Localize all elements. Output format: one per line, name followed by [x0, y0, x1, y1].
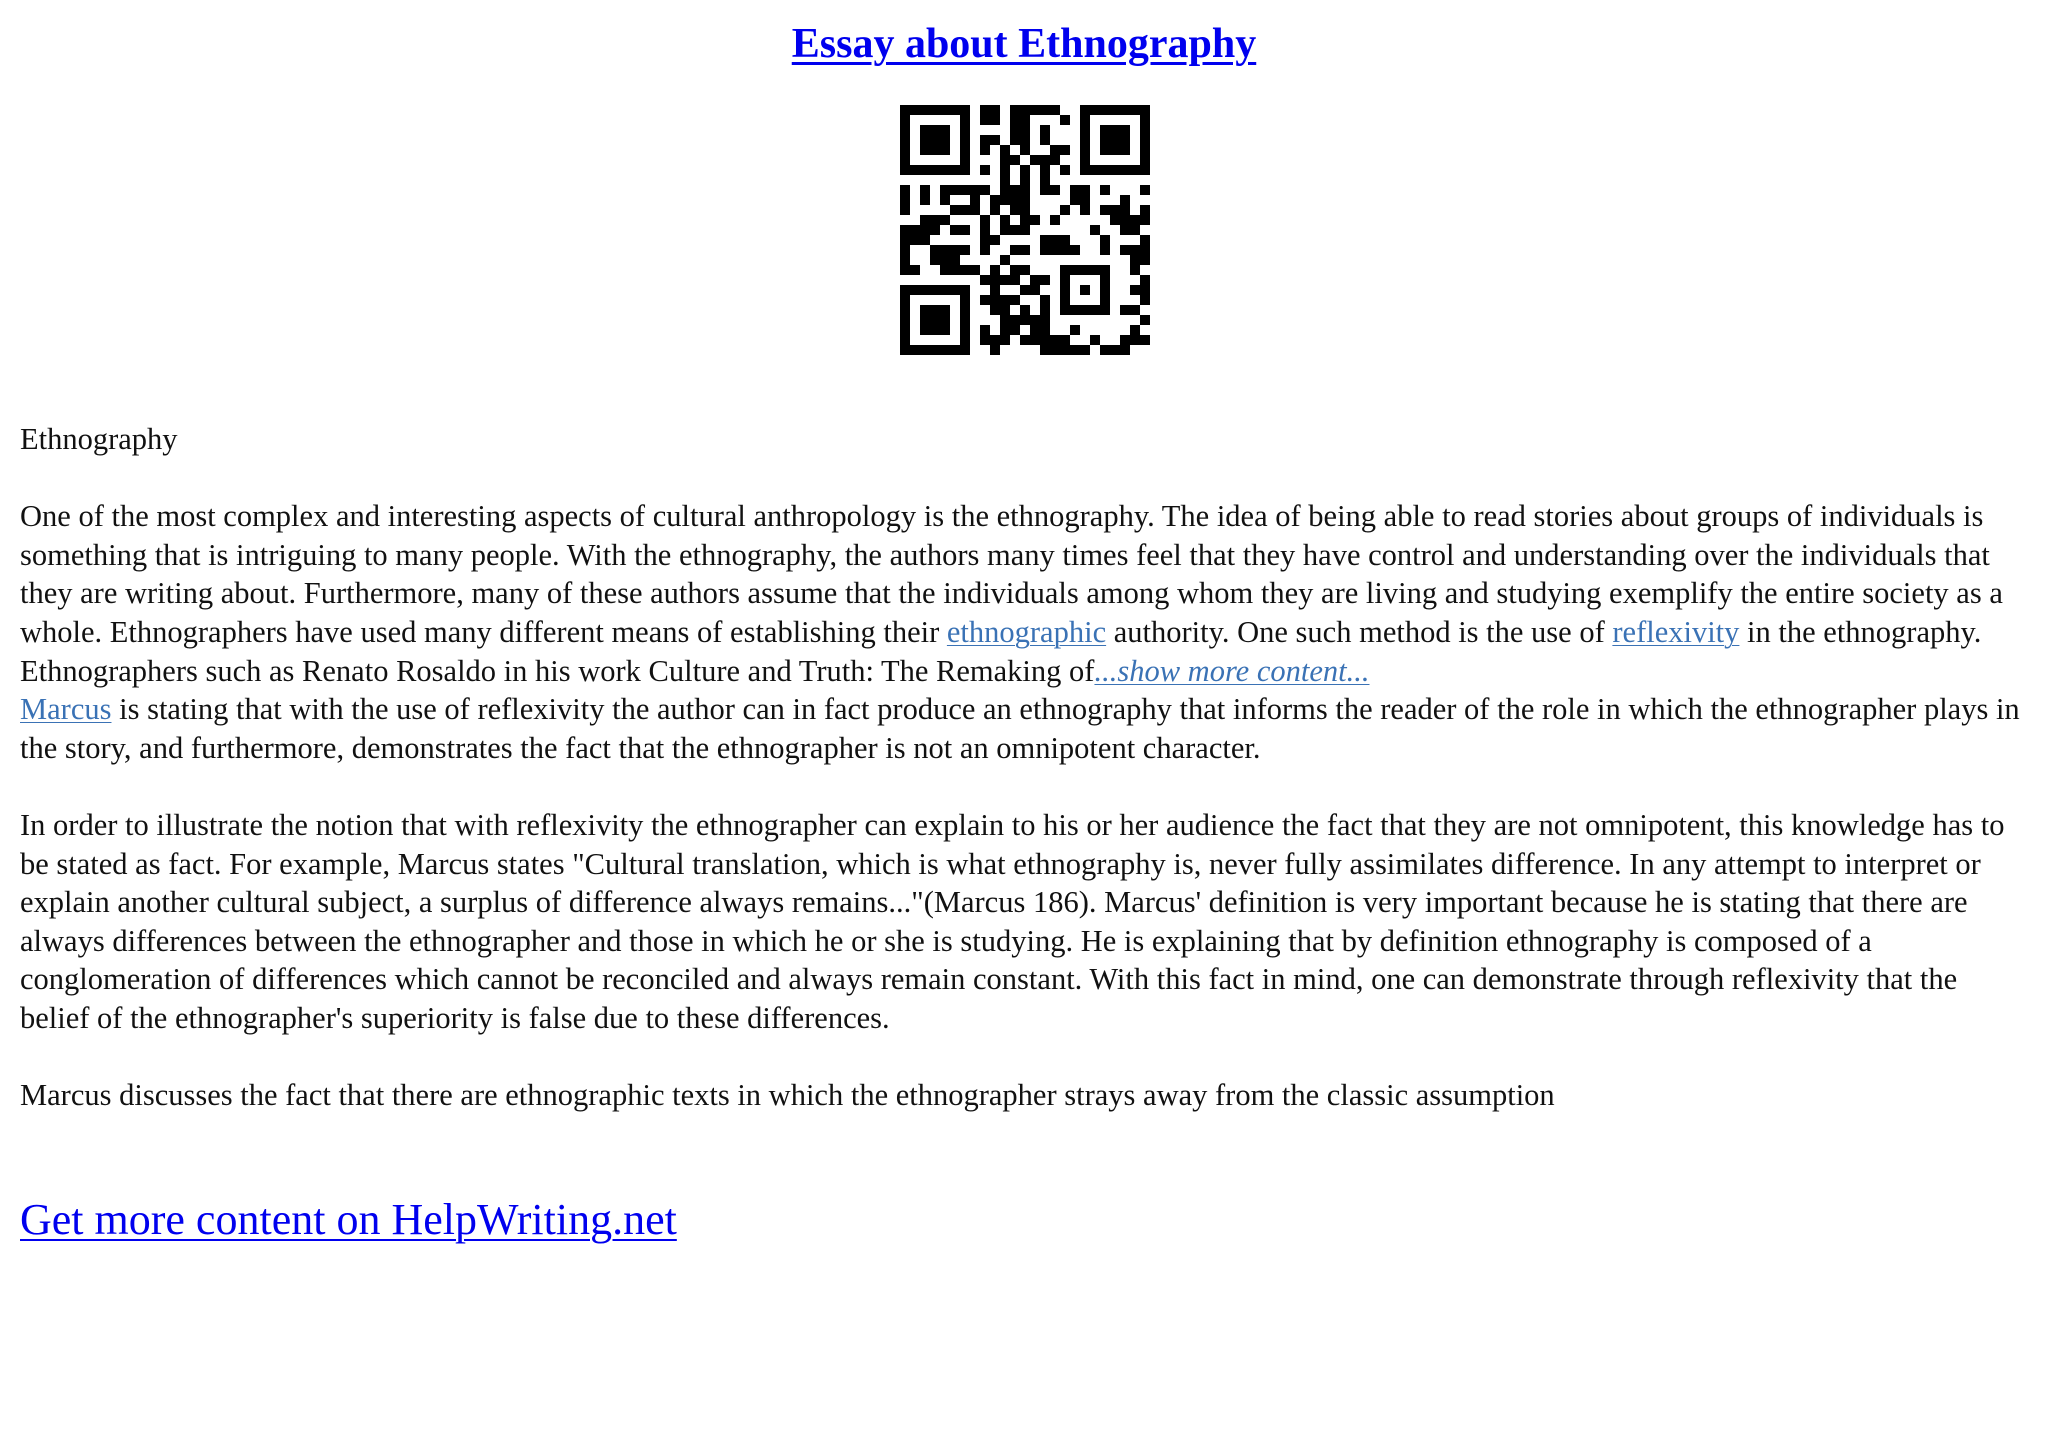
paragraph-1: [20, 497, 2030, 690]
article-body: [20, 420, 2030, 1115]
link-reflexivity[interactable]: reflexivity: [1612, 614, 1740, 649]
page-title: [0, 14, 2048, 74]
paragraph-3: In order to illustrate the notion that with reflexivity the ethnographer can explain to his or her audience the fact that they are not omnipotent, this knowledge has to be stated as fact. For example, Marcus states "Cultural translation, which is what ethnography is, never fully assimilates difference. In any attempt to interpret or explain another cultural subject, a surplus of difference always remains..."(Marcus 186). Marcus' definition is very important because he is stating that there are always differences between the ethnographer and those in which he or she is studying. He is explaining that by definition ethnography is composed of a conglomeration of differences which cannot be reconciled and always remain constant. With this fact in mind, one can demonstrate through reflexivity that the belief of the ethnographer's superiority is false due to these differences.: [20, 807, 2005, 1035]
spacer: [20, 767, 2030, 806]
paragraph-text: One of the most complex and interesting aspects of cultural anthropology is the ethnography. The idea of being able to read stories about groups of individuals is something that is intriguing to many people. With the ethnography, the authors many times feel that they have control and understanding over the individuals that they are writing about. Furthermore, many of these authors assume that the individuals among whom they are living and studying exemplify the entire society as a whole. Ethnographers have used many different means of establishing their: [20, 499, 2003, 649]
link-ethnographic[interactable]: ethnographic: [946, 614, 1107, 649]
spacer: [20, 459, 2030, 498]
cta-line: [20, 1190, 677, 1250]
show-more-link[interactable]: ...show more content...: [1094, 653, 1370, 688]
qr-code-icon: [900, 105, 1150, 355]
paragraph-text: is stating that with the use of reflexivity the author can in fact produce an ethnography that informs the reader of the role in which the ethnographer plays in the story, and furthermore, demonstrates the fact that the ethnographer is not an omnipotent character.: [20, 692, 2020, 765]
link-marcus[interactable]: Marcus: [20, 692, 112, 727]
qr-code-graphic: [900, 105, 1150, 355]
paragraph-text: authority. One such method is the use of: [1106, 614, 1613, 649]
article-heading: Ethnography: [20, 422, 178, 456]
get-more-content-link[interactable]: Get more content on HelpWriting.net: [20, 1195, 677, 1244]
paragraph-4: Marcus discusses the fact that there are ethnographic texts in which the ethnographer strays away from the classic assumption: [20, 1078, 1555, 1113]
paragraph-2: [20, 690, 2030, 767]
paragraph-text: in the ethnography. Ethnographers such as Renato Rosaldo in his work Culture and Truth: The Remaking of: [20, 614, 1982, 688]
spacer: [20, 1038, 2030, 1077]
title-link[interactable]: Essay about Ethnography: [791, 21, 1257, 67]
